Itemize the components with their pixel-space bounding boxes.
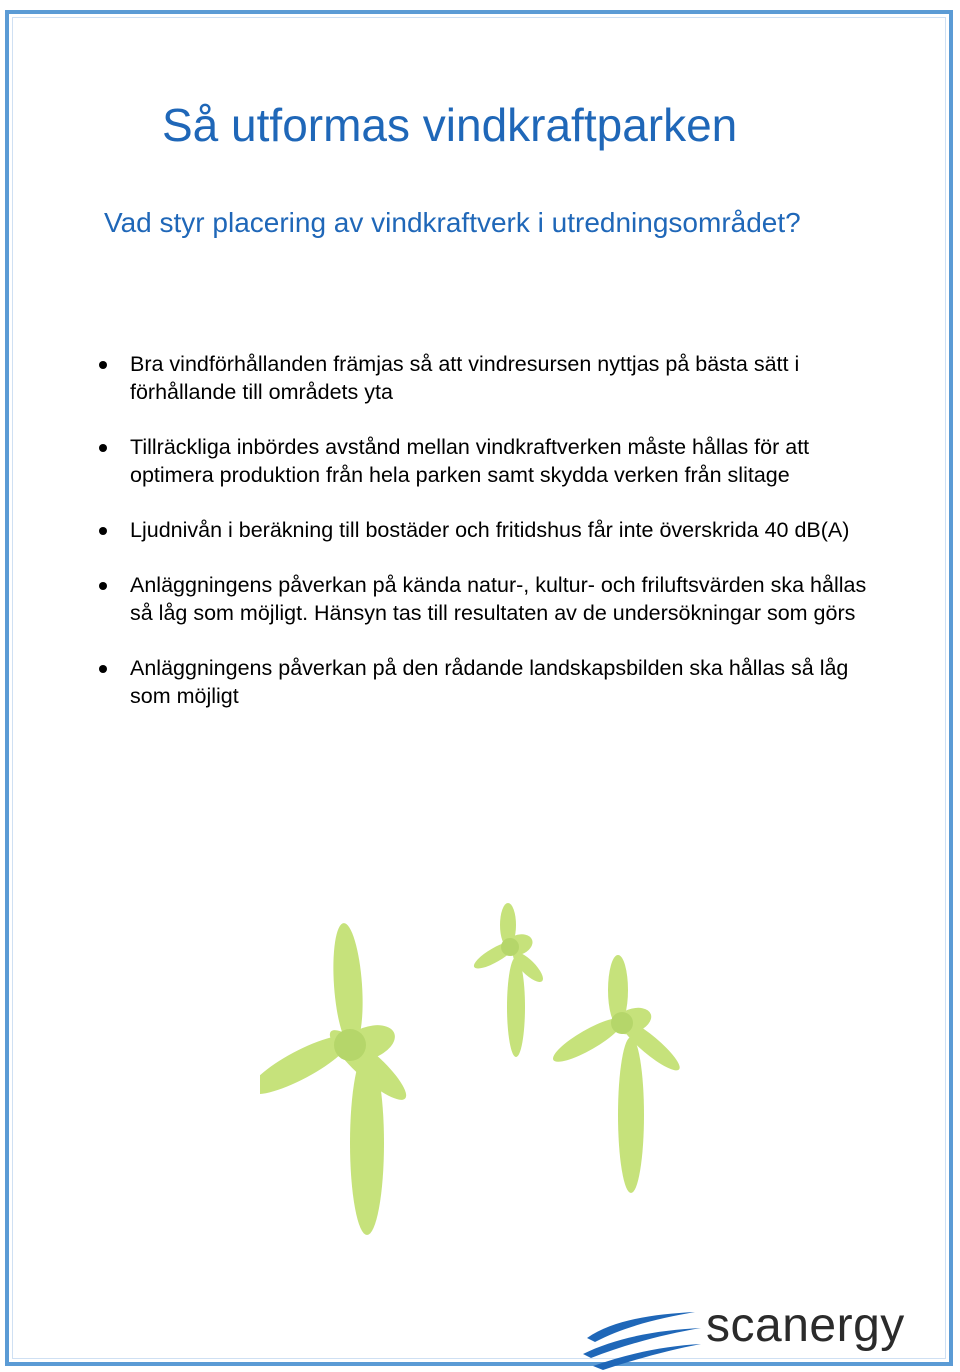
turbine-large	[260, 922, 414, 1235]
turbine-right	[548, 955, 685, 1193]
logo-wordmark: scanergy	[706, 1299, 905, 1352]
criteria-list	[130, 350, 870, 737]
logo-swoosh-icon	[583, 1312, 701, 1370]
list-item: Ljudnivån i beräkning till bostäder och fritidshus får inte överskrida 40 dB(A)	[130, 516, 870, 544]
page-title: Så utformas vindkraftparken	[162, 99, 738, 151]
wind-turbines-illustration	[260, 895, 700, 1235]
list-item: Bra vindförhållanden främjas så att vindresursen nyttjas på bästa sätt i förhållande till områdets yta	[130, 350, 870, 406]
list-item: Tillräckliga inbördes avstånd mellan vindkraftverken måste hållas för att optimera produktion från hela parken samt skydda verken från slitage	[130, 433, 870, 489]
turbine-small	[471, 903, 547, 1057]
list-item: Anläggningens påverkan på den rådande landskapsbilden ska hållas så låg som möjligt	[130, 654, 870, 710]
list-item: Anläggningens påverkan på kända natur-, kultur- och friluftsvärden ska hållas så låg som möjligt. Hänsyn tas till resultaten av de undersökningar som görs	[130, 571, 870, 627]
page-subtitle: Vad styr placering av vindkraftverk i utredningsområdet?	[104, 207, 801, 238]
